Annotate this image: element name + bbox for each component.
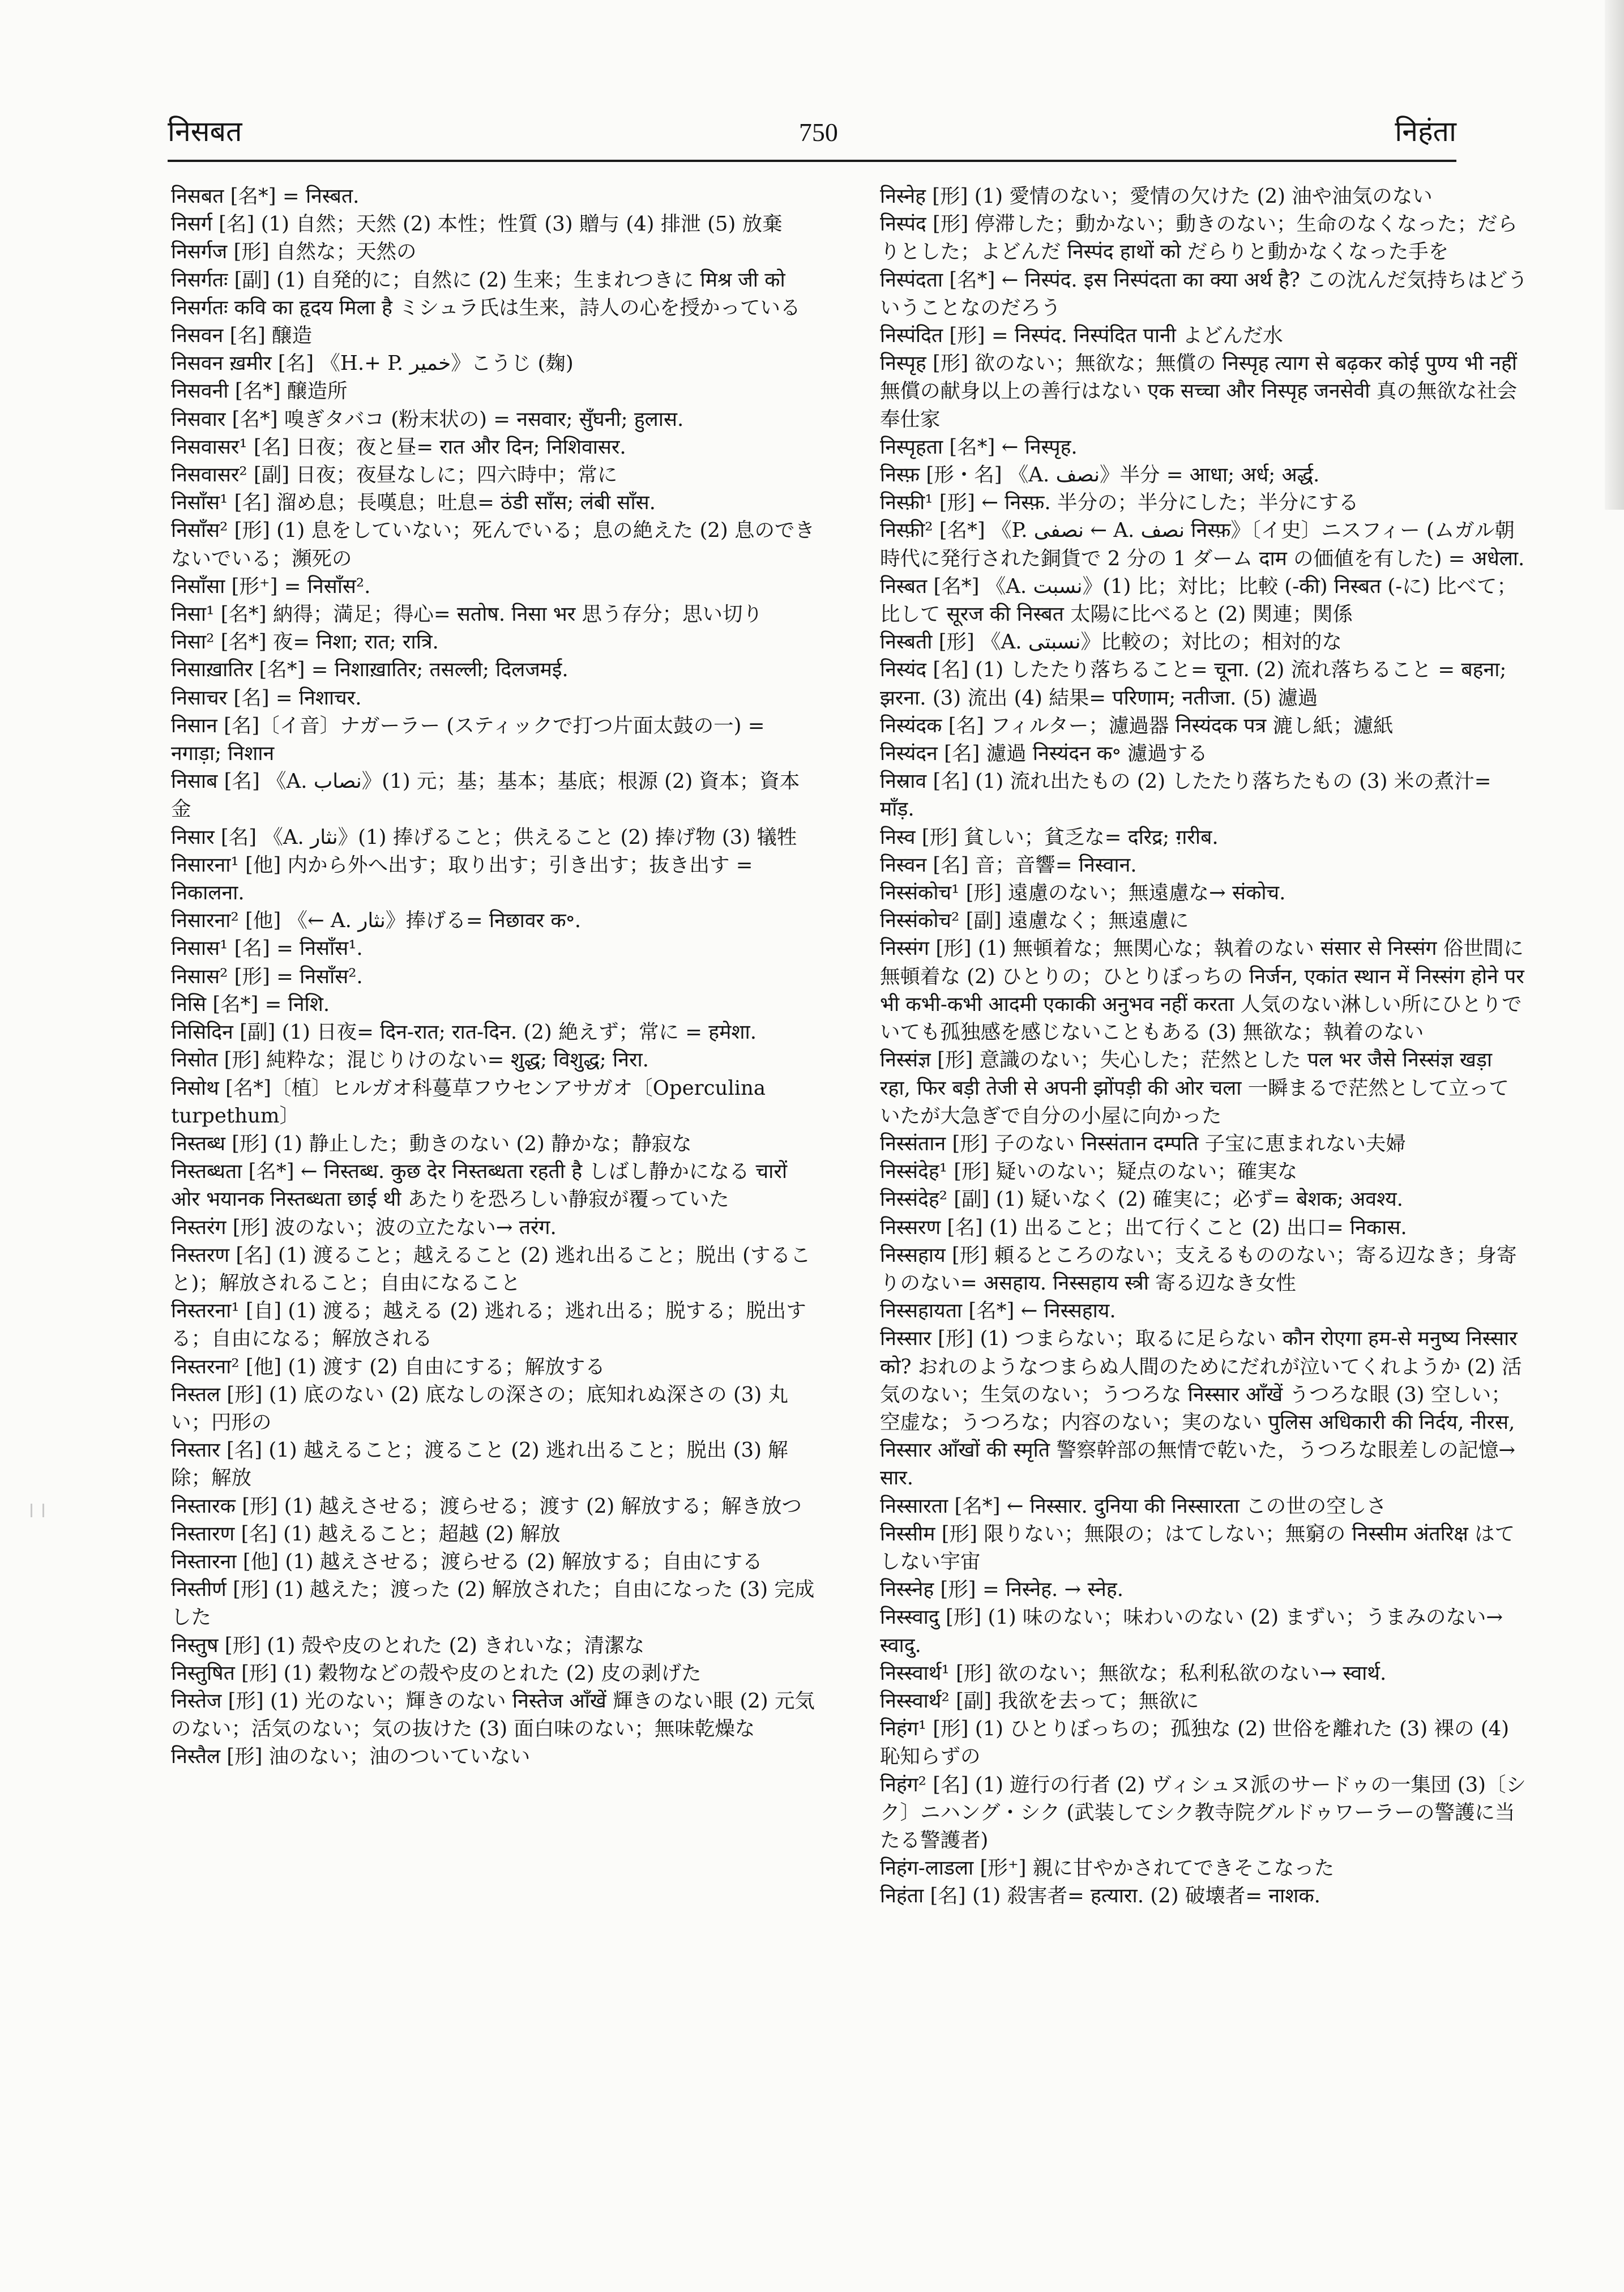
dictionary-entry: निस्सारता [名*] ← निस्सार. दुनिया की निस्सारता この世の空しさ — [880, 1494, 1387, 1518]
dictionary-entry: निसारना¹ [他] 内から外へ出す；取り出す；引き出す；抜き出す = निकालना. — [171, 853, 753, 905]
dictionary-entry: निस्स्नेह [形] = निस्नेह. → स्नेह. — [880, 1578, 1123, 1602]
header-right-guide-word: निहंता — [1395, 115, 1456, 148]
dictionary-entry: निस्सहाय [形] 頼るところのない；支えるもののない；寄る辺なき；身寄りのない= असहाय. निस्सहाय स्त्री 寄る辺なき女性 — [880, 1243, 1517, 1295]
dictionary-entry: निस्संग [形] (1) 無頓着な；無関心な；執着のない संसार से निस्संग 俗世間に無頓着な (2) ひとりの；ひとりぼっちの निर्जन, एकांत स्थान में निस्संग होने पर भी कभी-कभी आदमी एकाकी अनुभव नहीं करता 人気のない淋しい所にひとりでいても孤独感を感じないこともある (3) 無欲な；執着のない — [880, 937, 1524, 1044]
dictionary-entry: निस्यंदन [名] 濾過 निस्यंदन क॰ 濾過する — [880, 742, 1208, 766]
dictionary-entry: निसा¹ [名*] 納得；満足；得心= सतोष. निसा भर 思う存分；思い切り — [171, 603, 763, 626]
dictionary-entry: निस्यंदक [名] フィルター；濾過器 निस्यंदक पत्र 漉し紙；濾紙 — [880, 714, 1394, 737]
dictionary-entry: निसा² [名*] 夜= निशा; रात; रात्रि. — [171, 630, 439, 654]
dictionary-entry: निस्तुषित [形] (1) 穀物などの殻や皮のとれた (2) 皮の剥げた — [171, 1661, 702, 1685]
dictionary-entry: निसाँसा [形⁺] = निसाँस². — [171, 574, 371, 598]
dictionary-entry: निस्राव [名] (1) 流れ出たもの (2) したたり落ちたもの (3) 米の煮汁= माँड़. — [880, 770, 1491, 821]
dictionary-entry: निसारना² [他] 《← A. نثار》捧げる= निछावर क॰. — [171, 909, 582, 933]
dictionary-entry: निसर्गज [形] 自然な；天然の — [171, 240, 417, 264]
dictionary-entry: निस्स्वादु [形] (1) 味のない；味わいのない (2) まずい；うまみのない→ स्वादु. — [880, 1606, 1503, 1657]
dictionary-entry: निस्तल [形] (1) 底のない (2) 底なしの深さの；底知れぬ深さの (3) 丸い；円形の — [171, 1382, 789, 1434]
dictionary-entry: निस्तब्धता [名*] ← निस्तब्ध. कुछ देर निस्तब्धता रहती है しばし静かになる चारों ओर भयानक निस्तब्धता छाई थी あたりを恐ろしい静寂が覆っていた — [171, 1160, 788, 1211]
dictionary-entry: निस्स्वार्थ¹ [形] 欲のない；無欲な；私利私欲のない→ स्वार्थ. — [880, 1661, 1387, 1685]
dictionary-entry: निहंता [名] (1) 殺害者= हत्यारा. (2) 破壊者= नाशक. — [880, 1884, 1320, 1908]
dictionary-entry: निसर्ग [名] (1) 自然；天然 (2) 本性；性質 (3) 贈与 (4) 排泄 (5) 放棄 — [171, 212, 783, 236]
dictionary-entry: निहंग-लाडला [形⁺] 親に甘やかされてできそこなった — [880, 1856, 1335, 1880]
dictionary-entry: निस्तीर्ण [形] (1) 越えた；渡った (2) 解放された；自由になった (3) 完成した — [171, 1578, 815, 1629]
dictionary-entry: निस्तरण [名] (1) 渡ること；越えること (2) 逃れ出ること；脱出 (すること)；解放されること；自由になること — [171, 1243, 811, 1295]
dictionary-entry: निसार [名] 《A. نثار》(1) 捧げること；供えること (2) 捧げ物 (3) 犠牲 — [171, 825, 797, 849]
dictionary-entry: निस्बती [形] 《A. نسبتی》比較の；対比の；相対的な — [880, 630, 1342, 654]
dictionary-entry: निस्तरना² [他] (1) 渡す (2) 自由にする；解放する — [171, 1355, 605, 1378]
dictionary-entry: निसोथ [名*]〔植〕ヒルガオ科蔓草フウセンアサガオ〔Operculina turpethum〕 — [171, 1076, 766, 1128]
dictionary-entry: निहंग¹ [形] (1) ひとりぼっちの；孤独な (2) 世俗を離れた (3) 裸の (4) 恥知らずの — [880, 1717, 1510, 1769]
dictionary-entry: निस्संज्ञ [形] 意識のない；失心した；茫然とした पल भर जैसे निस्संज्ञ खड़ा रहा, फिर बड़ी तेजी से अपनी झोंपड़ी की ओर चला 一瞬まるで茫然として立っていたが大急ぎで自分の小屋に向かった — [880, 1048, 1509, 1128]
dictionary-entry: निस्तुष [形] (1) 殻や皮のとれた (2) きれいな；清潔な — [171, 1633, 645, 1657]
dictionary-entry: निसास² [形] = निसाँस². — [171, 964, 363, 988]
dictionary-entry: निस्संदेह¹ [形] 疑いのない；疑点のない；確実な — [880, 1160, 1298, 1184]
dictionary-column-left — [171, 182, 819, 1771]
dictionary-entry: निसाख़ातिर [名*] = निशाख़ातिर; तसल्ली; दिलजमई. — [171, 658, 569, 682]
dictionary-entry: निस्तारण [名] (1) 越えること；超越 (2) 解放 — [171, 1522, 561, 1546]
dictionary-entry: निस्पृहता [名*] ← निस्पृह. — [880, 435, 1078, 459]
dictionary-entry: निसवार [名*] 嗅ぎタバコ (粉末状の) = नसवार; सुँघनी; हुलास. — [171, 407, 684, 431]
dictionary-entry: निस्संदेह² [副] (1) 疑いなく (2) 確実に；必ず= बेशक; अवश्य. — [880, 1188, 1403, 1211]
dictionary-entry: निस्तारक [形] (1) 越えさせる；渡らせる；渡す (2) 解放する；解き放つ — [171, 1494, 802, 1518]
dictionary-column-right — [880, 182, 1528, 1910]
dictionary-entry: निसास¹ [名] = निसाँस¹. — [171, 937, 363, 961]
dictionary-entry: निस्संतान [形] 子のない निस्संतान दम्पति 子宝に恵まれない夫婦 — [880, 1132, 1406, 1155]
dictionary-entry: निसाँस¹ [名] 溜め息；長嘆息；吐息= ठंडी साँस; लंबी साँस. — [171, 491, 656, 515]
dictionary-entry: निस्सरण [名] (1) 出ること；出て行くこと (2) 出口= निकास. — [880, 1215, 1407, 1239]
dictionary-entry: निस्फ़ी¹ [形] ← निस्फ़. 半分の；半分にした；半分にする — [880, 491, 1359, 515]
dictionary-entry: निसाँस² [形] (1) 息をしていない；死んでいる；息の絶えた (2) 息のできないでいる；瀕死の — [171, 519, 815, 570]
dictionary-entry: निस्संकोच² [副] 遠慮なく；無遠慮に — [880, 909, 1189, 933]
dictionary-entry: निस्सार [形] (1) つまらない；取るに足らない कौन रोएगा हम-से मनुष्य निस्सार को? おれのようなつまらぬ人間のためにだれが泣いてくれようか (2) 活気のない；生気のない；うつろな निस्सार आँखें うつろな眼 (3) 空しい；空虚な；うつろな；内容のない；実のない पुलिस अधिकारी की निर्दय, नीरस, निस्सार आँखों की स्मृति 警察幹部の無情で乾いた，うつろな眼差しの記憶→ सार. — [880, 1327, 1522, 1490]
dictionary-entry: निस्फ़ [形・名] 《A. نصف》半分 = आधा; अर्ध; अर्द्ध. — [880, 463, 1320, 487]
dictionary-entry: निस्बत [名*] 《A. نسبت》(1) 比；対比；比較 (-की) निस्बत (-に) 比べて；比して सूरज की निस्बत 太陽に比べると (2) 関連；関係 — [880, 574, 1517, 626]
dictionary-entry: निसवन ख़मीर [名] 《H.+ P. خمير》こうじ (麹) — [171, 352, 574, 375]
dictionary-entry: निस्पृह [形] 欲のない；無欲な；無償の निस्पृह त्याग से बढ़कर कोई पुण्य भी नहीं 無償の献身以上の善行はない एक सच्चा और निस्पृह जनसेवी 真の無欲な社会奉仕家 — [880, 352, 1518, 431]
dictionary-entry: निस्स्वार्थ² [副] 我欲を去って；無欲に — [880, 1689, 1199, 1713]
dictionary-entry: निस्पंदता [名*] ← निस्पंद. इस निस्पंदता का क्या अर्थ है? この沈んだ気持ちはどういうことなのだろう — [880, 268, 1528, 319]
margin-mark — [31, 1504, 44, 1517]
dictionary-entry: निस्व [形] 貧しい；貧乏な= दरिद्र; ग़रीब. — [880, 825, 1219, 849]
dictionary-entry: निहंग² [名] (1) 遊行の行者 (2) ヴィシュヌ派のサードゥの一集団 (3)〔シク〕ニハング・シク (武装してシク教寺院グルドゥワーラーの警護に当たる警護者) — [880, 1773, 1527, 1852]
page-edge-shadow — [1605, 0, 1624, 510]
dictionary-entry: निस्तार [名] (1) 越えること；渡ること (2) 逃れ出ること；脱出 (3) 解除；解放 — [171, 1439, 788, 1490]
header-rule — [168, 160, 1456, 162]
dictionary-entry: निस्पंद [形] 停滞した；動かない；動きのない；生命のなくなった；だらりとした；よどんだ निस्पंद हाथों को だらりと動かなくなった手を — [880, 212, 1518, 264]
dictionary-entry: निसवनी [名*] 醸造所 — [171, 379, 348, 403]
dictionary-entry: निस्सहायता [名*] ← निस्सहाय. — [880, 1299, 1116, 1323]
dictionary-entry: निसान [名]〔イ音〕ナガーラー (スティックで打つ片面太鼓の一) = नगाड़ा; निशान — [171, 714, 765, 766]
dictionary-entry: निस्यंद [名] (1) したたり落ちること= चूना. (2) 流れ落ちること = बहना; झरना. (3) 流出 (4) 結果= परिणाम; नतीजा. (5) 濾過 — [880, 658, 1507, 710]
dictionary-entry: निस्तब्ध [形] (1) 静止した；動きのない (2) 静かな；静寂な — [171, 1132, 692, 1155]
dictionary-entry: निसोत [形] 純粋な；混じりけのない= शुद्ध; विशुद्ध; निरा. — [171, 1048, 649, 1072]
dictionary-entry: निसवासर² [副] 日夜；夜昼なしに；四六時中；常に — [171, 463, 618, 487]
dictionary-entry: निस्पंदित [形] = निस्पंद. निस्पंदित पानी よどんだ水 — [880, 324, 1283, 348]
dictionary-entry: निसि [名*] = निशि. — [171, 992, 330, 1016]
dictionary-entry: निस्संकोच¹ [形] 遠慮のない；無遠慮な→ संकोच. — [880, 881, 1286, 905]
dictionary-entry: निसबत [名*] = निस्बत. — [171, 185, 360, 208]
dictionary-entry: निस्तारना [他] (1) 越えさせる；渡らせる (2) 解放する；自由にする — [171, 1550, 763, 1573]
dictionary-entry: निस्सीम [形] 限りない；無限の；はてしない；無窮の निस्सीम अंतरिक्ष はてしない宇宙 — [880, 1522, 1515, 1573]
dictionary-entry: निसर्गतः [副] (1) 自発的に；自然に (2) 生来；生まれつきに मिश्र जी को निसर्गतः कवि का हृदय मिला है ミシュラ氏は生来，詩人の心を授かっている — [171, 268, 801, 319]
dictionary-entry: निसवन [名] 醸造 — [171, 324, 313, 348]
dictionary-entry: निस्फ़ी² [名*] 《P. نصفی ← A. نصف निस्फ़》〔イ史〕ニスフィー (ムガル朝時代に発行された銅貨で 2 分の 1 ダーム दाम の価値を有した) = अधेला. — [880, 519, 1525, 570]
dictionary-entry: निसाचर [名] = निशाचर. — [171, 686, 362, 710]
dictionary-entry: निस्तेज [形] (1) 光のない；輝きのない निस्तेज आँखें 輝きのない眼 (2) 元気のない；活気のない；気の抜けた (3) 面白味のない；無味乾燥な — [171, 1689, 815, 1741]
page-header — [168, 111, 1456, 156]
dictionary-entry: निस्तैल [形] 油のない；油のついていない — [171, 1745, 531, 1769]
dictionary-entry: निसाब [名] 《A. نصاب》(1) 元；基；基本；基底；根源 (2) 資本；資本金 — [171, 770, 800, 821]
header-left-guide-word: निसबत — [168, 115, 242, 148]
page-number: 750 — [798, 118, 838, 147]
dictionary-entry: निस्तरंग [形] 波のない；波の立たない→ तरंग. — [171, 1215, 557, 1239]
dictionary-entry: निस्नेह [形] (1) 愛情のない；愛情の欠けた (2) 油や油気のない — [880, 185, 1433, 208]
dictionary-entry: निस्तरना¹ [自] (1) 渡る；越える (2) 逃れる；逃れ出る；脱する；脱出する；自由になる；解放される — [171, 1299, 806, 1351]
dictionary-entry: निस्वन [名] 音；音響= निस्वान. — [880, 853, 1137, 877]
dictionary-entry: निसिदिन [副] (1) 日夜= दिन-रात; रात-दिन. (2) 絶えず；常に = हमेशा. — [171, 1021, 757, 1044]
dictionary-entry: निसवासर¹ [名] 日夜；夜と昼= रात और दिन; निशिवासर. — [171, 435, 626, 459]
